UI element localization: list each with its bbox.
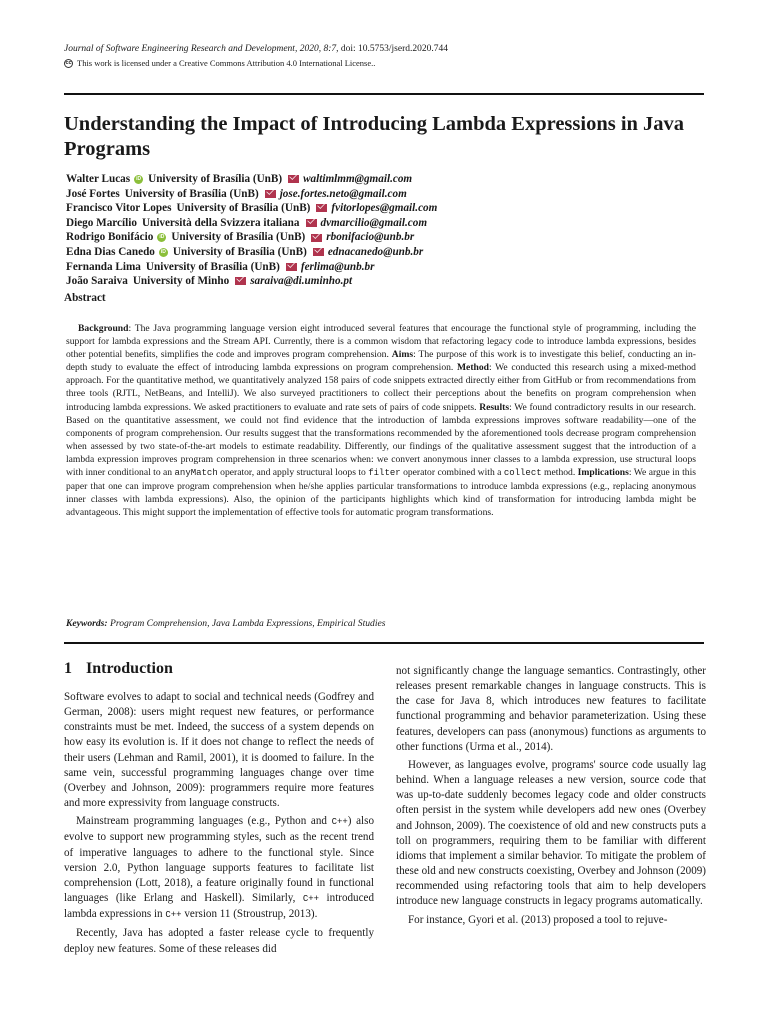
abstract-body [66,322,696,519]
author-list [66,172,686,289]
code-filter: filter [368,468,401,479]
section-heading [64,660,173,678]
keywords [66,618,696,629]
author-email[interactable]: saraiva@di.uminho.pt [250,275,353,288]
aims-label: Aims [391,349,414,361]
envelope-icon [306,219,317,227]
results-label: Results [479,401,510,413]
author-name: Edna Dias Canedo [66,245,155,258]
section-number: 1 [64,660,72,677]
envelope-icon [288,175,299,183]
paragraph-text: ) also evolve to support new programming styles, such as the recent trend of imperative languages to adhere to the functional style. Since version 2.0, Python language supports features to facilitate list comprehension (Lott, 2018), a feature originally found in functional languages (like Erlang and Haskell). Similarly, [64,815,374,905]
author-email[interactable]: dvmarcilio@gmail.com [320,216,428,229]
author-entry [66,172,686,187]
author-affiliation: University of Brasília (UnB) [171,231,306,244]
section-title: Introduction [86,660,173,677]
results-text: method. [541,467,578,479]
orcid-icon[interactable]: iD [136,175,142,182]
author-email[interactable]: waltimlmm@gmail.com [303,173,413,185]
author-entry [66,274,686,289]
results-text: : We found contradictory results in our research. Based on the quantitative assessment, we could not find evidence that the introduction of lambda expressions improves software readability—one of the components of program comprehension. Our results suggest that the transformations recommended by the aforementioned tools decrease program comprehension when assessed by two state-of-the-art models to estimate readability. Differently, our findings of the qualitative assessment suggest that the introduction of a lambda expression improves program comprehension in three scenarios when: we convert anonymous inner classes to a lambda expression, use structural loops with inner conditional to an [66,401,696,479]
aims-text: : The purpose of this work is to investigate this belief, conducting an in-depth study to evaluate the effect of introducing lambda expressions on program comprehension. [66,349,696,374]
author-affiliation: University of Minho [132,275,230,288]
envelope-icon [265,190,276,198]
journal-header [64,42,704,70]
results-text: operator combined with a [400,467,504,479]
author-email[interactable]: ednacanedo@unb.br [327,245,424,258]
author-email[interactable]: ferlima@unb.br [300,260,375,273]
author-name: José Fortes [66,187,120,200]
paragraph-text: version 11 (Stroustrup, 2013). [181,908,318,921]
envelope-icon [316,204,327,212]
journal-citation [64,42,704,56]
doi: doi: 10.5753/jserd.2020.744 [338,44,448,54]
author-email[interactable]: fvitorlopes@gmail.com [331,202,438,215]
keywords-text: Program Comprehension, Java Lambda Expressions, Empirical Studies [107,618,386,629]
orcid-icon[interactable]: iD [160,248,166,255]
method-label: Method [457,362,489,374]
keywords-label: Keywords: [66,618,108,629]
abstract-rule [64,642,704,644]
journal-name: Journal of Software Engineering Research and Development, 2020, 8:7, [64,44,339,54]
envelope-icon [313,248,324,256]
author-name: Fernanda Lima [66,260,141,273]
background-label: Background [78,323,129,334]
author-entry [66,260,686,275]
background-text: : The Java programming language version eight introduced several features that encourage the functional style of programming, including the support for lambda expressions and the Stream API. Currently, there is a common wisdom that refactoring legacy code to introduce lambda expressions, besides other potential benefits, simplifies the code and improves program comprehension. [66,323,696,361]
code-anymatch: anyMatch [174,468,218,479]
code-cpp: C++ [331,817,348,828]
paper-title: Understanding the Impact of Introducing Lambda Expressions in Java Programs [64,113,685,160]
author-name: João Saraiva [66,275,128,288]
paragraph: Software evolves to adapt to social and technical needs (Godfrey and German, 2008): users might request new features, or performance constraints must be met. Indeed, the success of a system depends on how easy its evolution is. If it does not change to reflect the needs of their users (Lehman and Ramil, 2001), it is doomed to failure. In the same vein, successful programming languages change over time (Overbey and Johnson, 2009): programmers require more features and more expressivity from language constructs. [64,691,374,810]
header-rule [64,93,704,95]
paragraph: However, as languages evolve, programs' source code usually lag behind. When a language releases a new version, source code that was up-to-date suddenly becomes legacy code and older constructs often persist in the system while developers add new ones (Overbey and Johnson, 2009). The coexistence of old and new constructs puts a toll on programmers, requiring them to be familiar with different idioms that implement a similar behavior. To mitigate the problem of these old and new constructs coexisting, Overbey and Johnson (2009) recommended using refactoring tools that aim to help developers introduce new language constructs in legacy programs automatically. [396,758,706,908]
license-text: This work is licensed under a Creative Commons Attribution 4.0 International License.. [77,58,376,68]
author-affiliation: Università della Svizzera italiana [141,216,300,229]
code-cpp: C++ [302,894,320,905]
author-email[interactable]: rbonifacio@unb.br [326,231,415,244]
author-affiliation: University of Brasília (UnB) [172,245,307,258]
envelope-icon [311,234,322,242]
author-email[interactable]: jose.fortes.neto@gmail.com [279,187,407,200]
envelope-icon [286,263,297,271]
left-column [64,690,374,960]
right-column [396,664,706,931]
abstract-heading: Abstract [64,292,106,304]
creative-commons-icon: cc [65,59,72,66]
author-affiliation: University of Brasília (UnB) [176,202,311,215]
author-affiliation: University of Brasília (UnB) [145,260,280,273]
results-text: operator, and apply structural loops to [217,467,369,479]
paragraph-text: introduced lambda expressions in [64,892,375,921]
author-name: Diego Marcílio [66,216,137,229]
code-collect: collect [503,468,542,479]
paragraph [64,814,374,923]
author-entry [66,216,686,231]
implications-label: Implications [577,467,629,479]
method-text: : We conducted this research using a mixed-method approach. For the quantitative method, we quantitatively analyzed 158 pairs of code snippets extracted directly either from GitHub or from recommendations from three tools (RJTL, NetBeans, and IntelliJ). We also surveyed practitioners to collect their perceptions about the benefits on program comprehension when introducing lambda expressions. We asked practitioners to evaluate and rate sets of pairs of code snippets. [66,362,696,413]
author-entry [66,187,686,202]
paragraph: Recently, Java has adopted a faster release cycle to frequently deploy new features. Some of these releases did [64,927,374,955]
paragraph: For instance, Gyori et al. (2013) proposed a tool to rejuve- [408,913,668,926]
author-name: Walter Lucas [66,173,131,185]
author-entry [66,230,686,245]
author-entry [66,245,686,260]
implications-text: : We argue in this paper that one can improve program comprehension when he/she applies particular transformations to introduce lambda expressions (e.g., replacing anonymous inner classes with lambda expressions). Also, the opinion of the participants highlights which kind of transformation for introducing lambda might be advantageous. This might support the implementation of effective tools for automatic program transformations. [66,467,696,519]
author-name: Francisco Vitor Lopes [66,202,172,215]
paragraph: not significantly change the language semantics. Contrastingly, other releases present remarkable changes in language constructs. This is the case for Java 8, which introduces new features to facilitate functional programming and behavior parameterization. Using these features, developers can pass (anonymous) functions as arguments to other functions (Urma et al., 2014). [396,665,706,753]
envelope-icon [235,277,246,285]
paragraph-text: Mainstream programming languages (e.g., Python and [76,815,332,828]
code-cpp: C++ [165,910,182,921]
author-affiliation: University of Brasília (UnB) [124,187,259,200]
author-name: Rodrigo Bonifácio [66,231,154,244]
orcid-icon[interactable]: iD [159,234,165,241]
license-line [64,56,704,70]
author-entry [66,201,686,216]
author-affiliation: University of Brasília (UnB) [148,173,283,185]
